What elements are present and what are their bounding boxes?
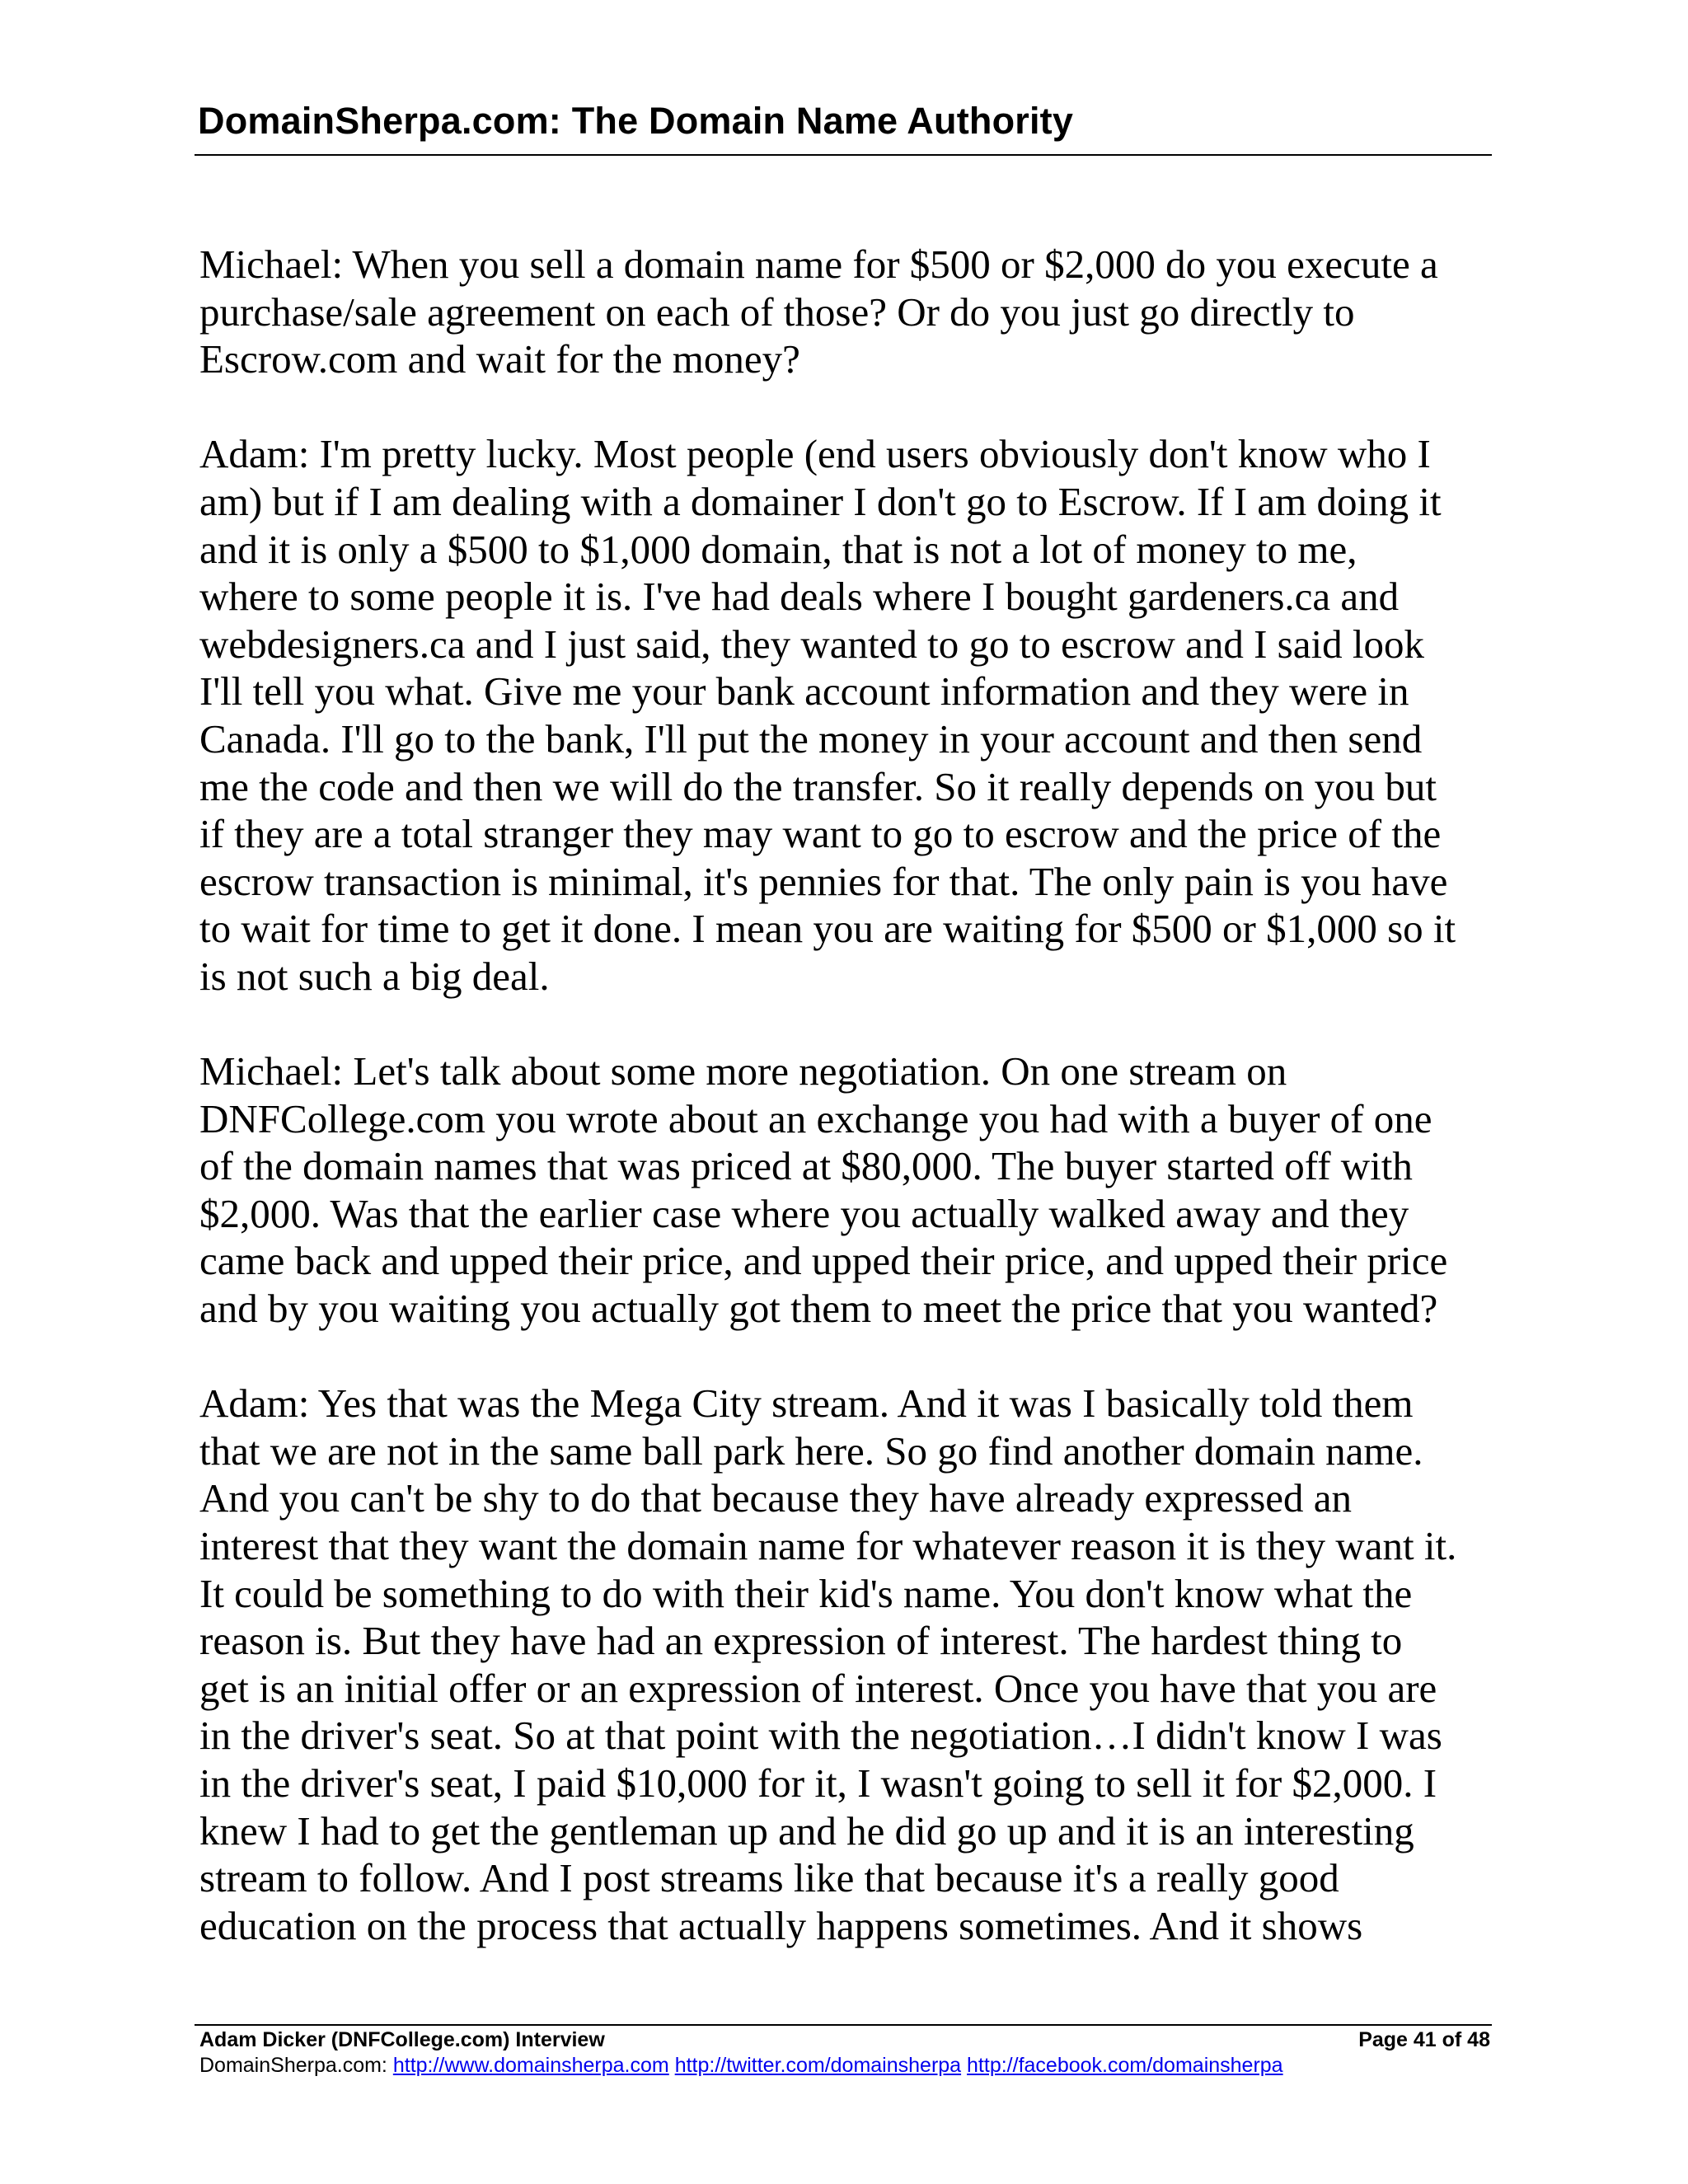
text-line: Adam: Yes that was the Mega City stream. And it was I basically told them [199,1380,1414,1427]
text-line: stream to follow. And I post streams like that because it's a really good [199,1855,1339,1901]
twitter-link[interactable]: http://twitter.com/domainsherpa [674,2054,962,2077]
footer-top-row [199,2027,1490,2053]
text-line: to wait for time to get it done. I mean you are waiting for $500 or $1,000 so it [199,906,1456,952]
text-line: And you can't be shy to do that because they have already expressed an [199,1475,1353,1521]
text-line: and it is only a $500 to $1,000 domain, that is not a lot of money to me, [199,526,1357,572]
domainsherpa-link[interactable]: http://www.domainsherpa.com [392,2054,669,2077]
facebook-link[interactable]: http://facebook.com/domainsherpa [967,2054,1283,2077]
text-line: Canada. I'll go to the bank, I'll put the money in your account and then send [199,715,1423,762]
text-line: of the domain names that was priced at $80,000. The buyer started off with [199,1143,1413,1189]
transcript-body [199,241,1502,1997]
text-line: $2,000. Was that the earlier case where you actually walked away and they [199,1190,1409,1236]
text-line: Escrow.com and wait for the money? [199,336,800,382]
text-line: me the code and then we will do the transfer. So it really depends on you but [199,763,1437,809]
text-line: that we are not in the same ball park here. So go find another domain name. [199,1427,1423,1474]
text-line: education on the process that actually happens sometimes. And it shows [199,1902,1363,1948]
text-line: I'll tell you what. Give me your bank account information and they were in [199,668,1409,715]
transcript-paragraph [199,1380,1502,1949]
text-line: if they are a total stranger they may want to go to escrow and the price of the [199,811,1442,857]
text-line: knew I had to get the gentleman up and he did go up and it is an interesting [199,1807,1414,1854]
text-line: and by you waiting you actually got them to meet the price that you wanted? [199,1286,1438,1332]
footer-page-number: Page 41 of 48 [1358,2028,1490,2051]
text-line: came back and upped their price, and upped their price, and upped their price [199,1238,1448,1284]
page-footer [199,2027,1490,2079]
text-line: escrow transaction is minimal, it's pennies for that. The only pain is you have [199,858,1448,904]
header-divider [195,154,1492,156]
text-line: reason is. But they have had an expression of interest. The hardest thing to [199,1618,1403,1664]
header-title: DomainSherpa.com: The Domain Name Authority [198,100,1074,142]
page-header [198,97,1490,145]
text-line: Michael: Let's talk about some more negotiation. On one stream on [199,1048,1287,1094]
text-line: is not such a big deal. [199,953,550,999]
transcript-paragraph [199,241,1502,383]
text-line: in the driver's seat. So at that point with the negotiation…I didn't know I was [199,1713,1442,1759]
text-line: It could be something to do with their kid's name. You don't know what the [199,1570,1413,1616]
footer-interview-title: Adam Dicker (DNFCollege.com) Interview [199,2028,605,2051]
transcript-paragraph [199,430,1502,1000]
text-line: Adam: I'm pretty lucky. Most people (end users obviously don't know who I [199,431,1431,477]
text-line: DNFCollege.com you wrote about an exchange you had with a buyer of one [199,1095,1432,1141]
transcript-paragraph [199,1047,1502,1333]
text-line: where to some people it is. I've had deals where I bought gardeners.ca and [199,574,1400,620]
footer-divider [195,2024,1492,2026]
text-line: in the driver's seat, I paid $10,000 for it, I wasn't going to sell it for $2,000. I [199,1760,1437,1806]
text-line: interest that they want the domain name for whatever reason it is they want it. [199,1523,1457,1569]
footer-links-row [199,2053,1490,2079]
footer-site-label: DomainSherpa.com: [199,2054,387,2077]
text-line: webdesigners.ca and I just said, they wanted to go to escrow and I said look [199,621,1424,667]
text-line: am) but if I am dealing with a domainer I don't go to Escrow. If I am doing it [199,478,1442,524]
text-line: Michael: When you sell a domain name for $500 or $2,000 do you execute a [199,241,1438,287]
text-line: purchase/sale agreement on each of those? Or do you just go directly to [199,288,1355,335]
text-line: get is an initial offer or an expression of interest. Once you have that you are [199,1665,1437,1711]
